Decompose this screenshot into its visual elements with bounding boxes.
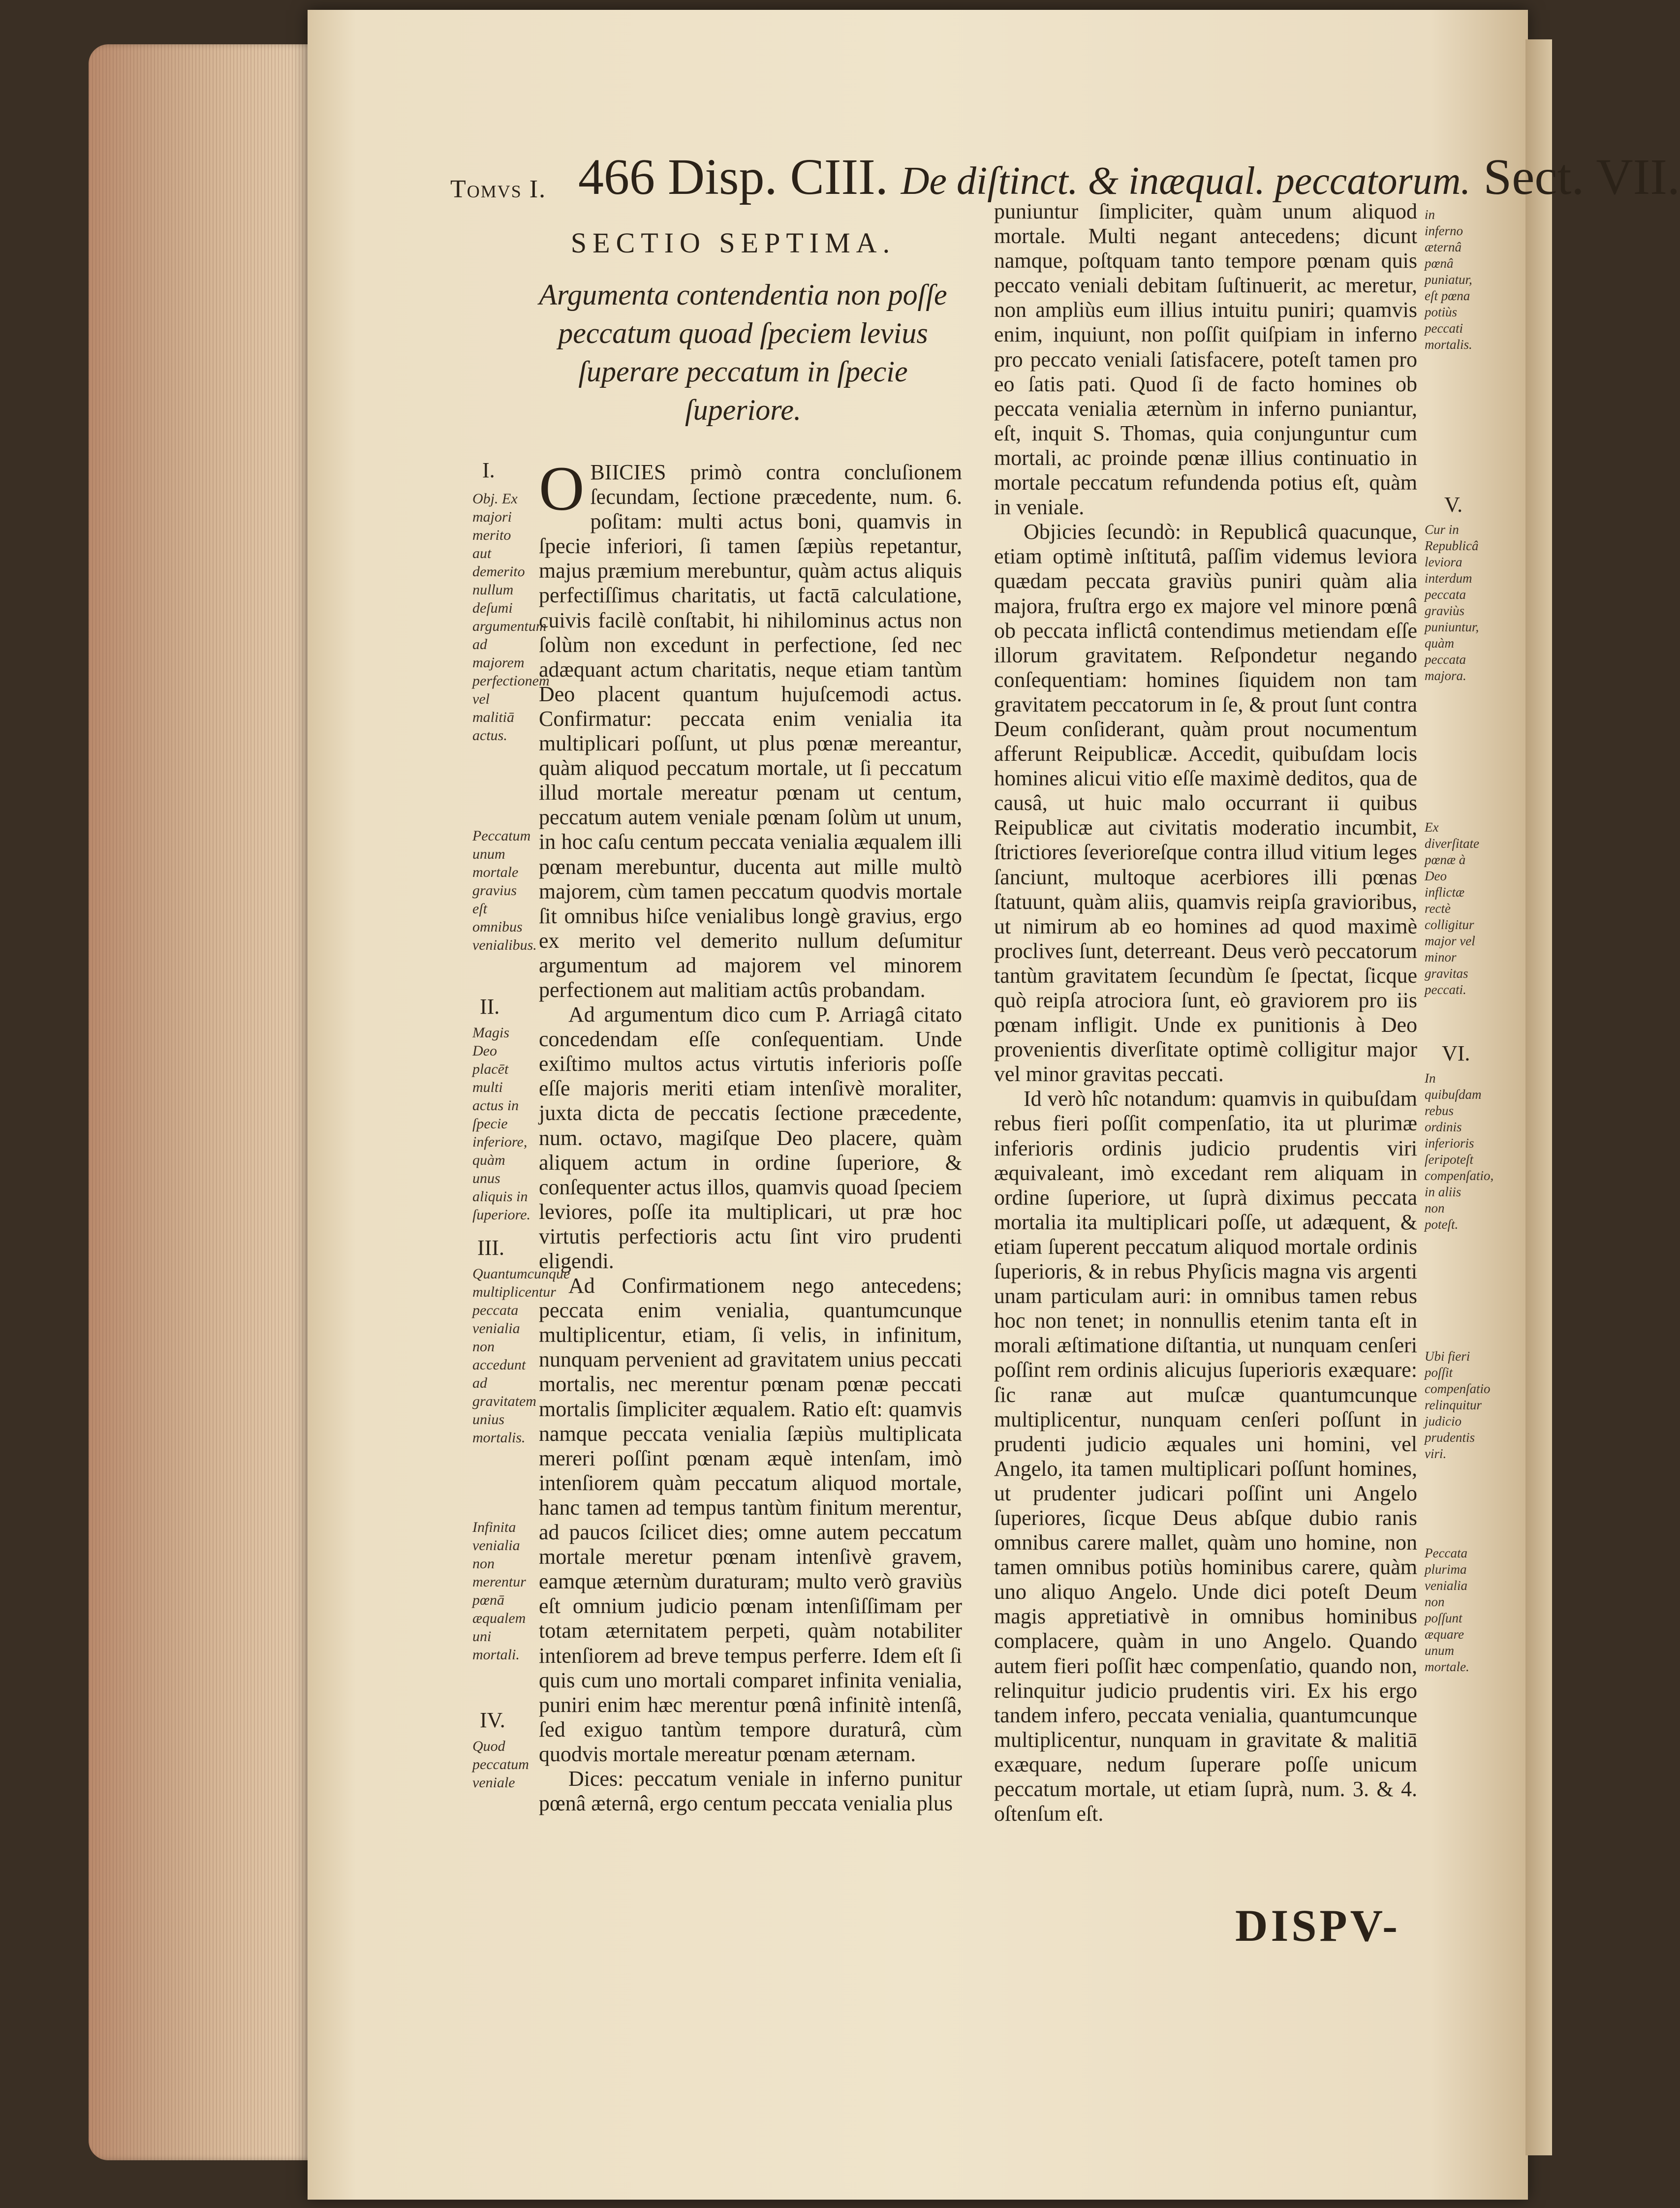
header-tomus: Tomvs I. xyxy=(450,175,547,203)
marginal-note: In quibuſdam rebus ordinis inferioris ſeripoteſt compenſatio, in aliis non poteſt. xyxy=(1425,1071,1494,1232)
paragraph: Id verò hîc notandum: quamvis in quibuſdam rebus fieri poſſit compenſatio, ita ut plurimæ inferioris ordinis judicio prudentis viri æquivaleant, imò excedant rem aliquam in ordine ſuperiore, ut ſuprà diximus peccata mortalia ita multiplicari poſſe, ut adæquent, & etiam ſuperent peccatum aliquod mortale ordinis ſuperioris, & in rebus Phyſicis magna vis argenti unam particulam auri: in omnibus tamen rebus hoc non tenet; in nonnullis etenim tanta eſt in morali æſtimatione diſtantia, ut nunquam cenſeri poſſint rem ordinis alicujus ſuperioris exæquare: ſic ranæ aut muſcæ quantumcunque multiplicentur, nunquam cenſeri poſſunt in prudenti judicio æquales uni homini, vel Angelo, ita tamen multiplicari poſſunt homines, ut prudenter judicari poſſint uni Angelo ſuperiores, ſicque Deus abſque dubio ranis omnibus carere mallet, quàm uno homine, non tamen omnibus potiùs hominibus carere, quàm uno aliquo Angelo. Unde dici poteſt Deum magis appretiativè in omnibus hominibus complacere, quàm in uno Angelo. Quando autem fieri poſſit hæc compenſatio, quando non, relinquitur judicio prudentis viri. Ex his ergo tandem infero, peccata venialia, quantumcunque multiplicentur, nunquam in gravitate & malitiā exæquare, nedum ſuperare poſſe unicum peccatum mortale, ut etiam ſuprà, num. 3. & 4. oſtenſum eſt. xyxy=(994,1087,1417,1826)
paragraph: Objicies ſecundò: in Republicâ quacunque, etiam optimè inſtitutâ, paſſim videmus leviora quædam peccata graviùs puniri quàm alia majora, fruſtra ergo ex majore vel minore pœnâ ob peccata inflictâ contendimus metiendam eſſe illorum gravitatem. Reſpondetur negando conſequentiam: homines ſiquidem non tam gravitatem peccatorum in ſe, & prout ſunt contra Deum conſiderant, quàm prout nocumentum afferunt Reipublicæ. Accedit, quibuſdam locis homines alicui vitio eſſe maximè deditos, qua de causâ, ut huic malo occurrant ii quibus Reipublicæ aut civitatis moderatio incumbit, ſtrictiores ſeverioreſque contra illud vitium leges ſanciunt, multoque acerbiores illi pœnas ſtatuunt, quàm aliis, quamvis reipſa gravioribus, ut nimirum ab eo homines ad quod maximè proclives ſunt, deterreant. Deus verò peccatorum tantùm gravitatem ſecundùm ſe ſpectat, ſicque quò reipſa atrociora ſunt, eò graviorem pro iis pœnam infligit. Unde ex punitionis à Deo provenientis diverſitate optimè colligitur major vel minor gravitas peccati. xyxy=(994,520,1417,1087)
marginal-note: Infinita venialia non merentur pœnā æqualem uni mortali. xyxy=(472,1519,526,1663)
right-text-column xyxy=(994,199,1417,1826)
marginal-number: III. xyxy=(477,1236,504,1260)
catchword: DISPV- xyxy=(1235,1900,1400,1951)
left-text-column xyxy=(539,454,962,1816)
section-subtitle: Argumenta contendentia non poſſe peccatum quoad ſpeciem levius ſuperare peccatum in ſpecie ſuperiore. xyxy=(539,279,947,426)
marginal-note: in inferno æternâ pœnâ puniatur, eſt pœna potiùs peccati mortalis. xyxy=(1425,207,1472,352)
marginal-note: Ubi fieri poſſit compenſatio relinquitur judicio prudentis viri. xyxy=(1425,1349,1491,1461)
paragraph: Ad argumentum dico cum P. Arriagâ citato concedendam eſſe conſequentiam. Unde exiſtimo multos actus virtutis inferioris poſſe eſſe majoris meriti etiam intenſivè moraliter, juxta dicta de peccatis ſectione præcedente, num. octavo, magiſque Deo placere, quàm aliquem actum in ordine ſuperiore, & conſequenter actus illos, quamvis quoad ſpeciem leviores, poſſe ita multiplicari, ut præ hoc virtutis perfectioris actu ſint viro prudenti eligendi. xyxy=(539,1002,962,1273)
marginal-number: V. xyxy=(1444,493,1463,517)
book-page-edges xyxy=(89,44,315,2160)
facing-page-edge xyxy=(1525,39,1552,2155)
marginal-note: Obj. Ex majori merito aut demerito nullum deſumi argumentum ad majorem perfectionem vel malitiā actus. xyxy=(472,491,550,744)
marginal-note: Cur in Republicâ leviora interdum peccata graviùs puniuntur, quàm peccata majora. xyxy=(1425,522,1479,683)
page-number: 466 xyxy=(578,149,655,205)
marginal-note: Quod peccatum veniale xyxy=(472,1738,529,1791)
marginal-note: Ex diverſitate pœnæ à Deo inflictæ rectè colligitur major vel minor gravitas peccati. xyxy=(1425,820,1479,997)
paragraph: Dices: peccatum veniale in inferno punitur pœnâ æternâ, ergo centum peccata venialia plus xyxy=(539,1766,962,1816)
drop-cap: O xyxy=(539,454,585,524)
marginal-note: Magis Deo placēt multi actus in ſpecie inferiore, quàm unus aliquis in ſuperiore. xyxy=(472,1025,531,1223)
marginal-note: Peccata plurima venialia non poſſunt æquare unum mortale. xyxy=(1425,1546,1469,1674)
disputation-label: Disp. CIII. xyxy=(668,149,888,205)
running-header xyxy=(578,148,1680,206)
paragraph: puniuntur ſimpliciter, quàm unum aliquod mortale. Multi negant antecedens; dicunt namque, poſtquam tanto tempore pœnam quis peccato veniali debitam ſuſtinuerit, ac meretur, non ampliùs eum illius intuitu puniri; quamvis enim, inquiunt, non poſſit quiſpiam in inferno pro peccato veniali ſatisfacere, poteſt tamen pro eo ſatis pati. Quod ſi de facto homines ob peccata venialia æternùm in inferno puniantur, eſt, inquit S. Thomas, quia conjunguntur cum mortali, ac proinde pœnæ illius continuatio in mortale peccatum refundenda potius eſt, quàm in veniale. xyxy=(994,199,1417,520)
header-subject: De diſtinct. & inæqual. peccatorum. xyxy=(901,159,1471,203)
marginal-note: Quantumcunque multiplicentur peccata venialia non accedunt ad gravitatem unius mortalis. xyxy=(472,1266,570,1446)
marginal-number: II. xyxy=(480,995,500,1019)
marginal-note: Peccatum unum mortale gravius eſt omnibus venialibus. xyxy=(472,828,537,953)
paragraph-text: BIICIES primò contra concluſionem ſecundam, ſectione præcedente, num. 6. poſitam: multi actus boni, quamvis in ſpecie inferiori, ſi tamen ſæpiùs repetantur, majus præmium merebuntur, quàm actus aliquis perfectiſſimus charitatis, ut factā calculatione, cuivis facilè conſtabit, hi nihilominus actus non ſolùm non excedunt in perfectione, ſed nec adæquant actum charitatis, neque etiam tantùm Deo placent quantum hujuſcemodi actus. Confirmatur: peccata enim venialia ita multiplicari poſſunt, ut plus pœnæ mereantur, quàm aliquod peccatum mortale, ut ſi peccatum illud mortale mereatur pœnam ut centum, peccatum autem veniale pœnam ſolùm ut unum, in hoc caſu centum peccata venialia æqualem illi pœnam merebuntur, ducenta aut mille multò majorem, cùm tamen peccatum quodvis mortale ſit omnibus hiſce venialibus longè gravius, ergo ex merito vel demerito nullum deſumitur argumentum ad majorem vel minorem perfectionem aut malitiam actûs probandam. xyxy=(539,460,962,1002)
marginal-number: I. xyxy=(482,458,495,482)
marginal-number: IV. xyxy=(480,1708,505,1732)
paragraph: Ad Confirmationem nego antecedens; peccata enim venialia, quantumcunque multiplicentur, etiam, ſi velis, in infinitum, nunquam pervenient ad gravitatem unius peccati mortalis, nec merentur pœnam pœnæ peccati mortalis ſimpliciter æqualem. Ratio eſt: quamvis namque peccata venialia ſæpiùs multiplicata mereri poſſint pœnam æquè intenſam, imò intenſiorem quàm peccatum aliquod mortale, hanc tamen ad tempus tantùm finitum merentur, ad paucos ſcilicet dies; omne autem peccatum mortale meretur pœnam intenſivè gravem, eamque æternùm duraturam; multo verò graviùs eſt omnium judicio pœnam intenſiſſimam per totam æternitatem perpeti, quàm notabiliter intenſiorem ad breve tempus perferre. Idem eſt ſi quis cum uno mortali comparet infinita venialia, puniri enim hæc merentur pœnâ infinitè intenſâ, ſed exiguo tantùm tempore duraturâ, cùm quodvis mortale mereatur pœnam æternam. xyxy=(539,1274,962,1766)
marginal-number: VI. xyxy=(1442,1041,1470,1065)
paragraph xyxy=(539,454,962,1002)
section-title: SECTIO SEPTIMA. xyxy=(570,227,896,259)
section-label: Sect. VII. xyxy=(1483,149,1680,205)
